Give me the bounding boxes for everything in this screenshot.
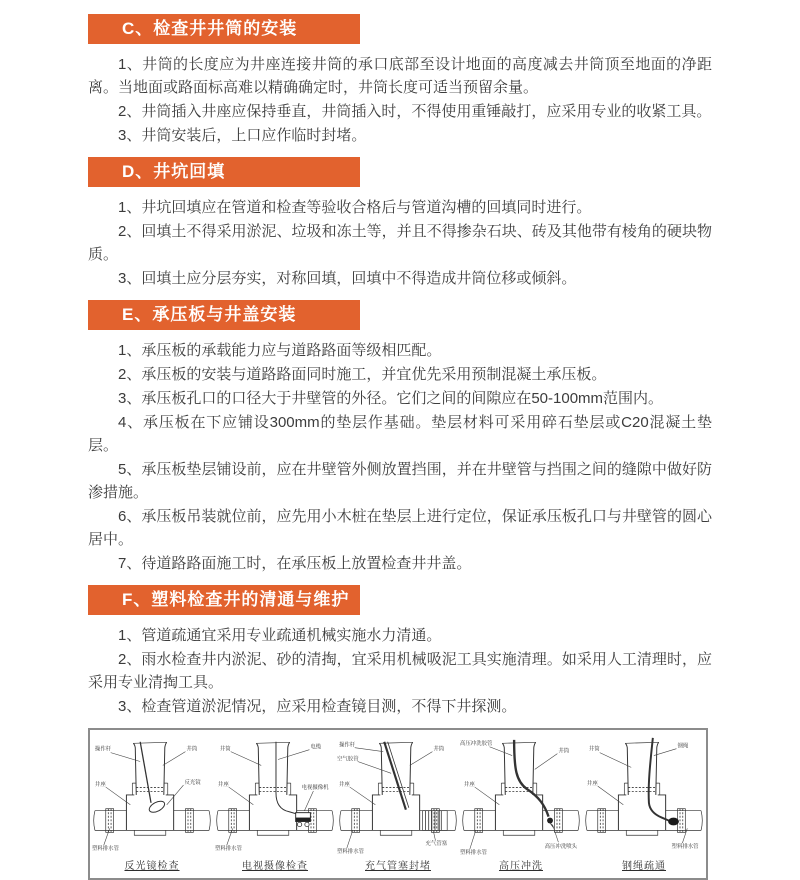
diagram-label: 塑料排水管 — [214, 846, 243, 853]
section-heading: D、井坑回填 — [88, 157, 360, 187]
diagram-label: 井座 — [586, 781, 598, 788]
diagram-caption: 高压冲洗 — [499, 861, 543, 872]
diagram-label: 电缆 — [310, 744, 322, 751]
sections — [88, 14, 712, 718]
paragraph: 2、雨水检查井内淤泥、砂的清掏，宜采用机械吸泥工具实施清理。如采用人工清理时，应采用专业清掏工具。 — [88, 651, 712, 691]
paragraph: 3、承压板孔口的口径大于井壁管的外径。它们之间的间隙应在50-100mm范围内。 — [118, 390, 664, 407]
section — [88, 157, 712, 290]
well-diagram — [214, 726, 336, 872]
paragraph: 1、管道疏通宜采用专业疏通机械实施水力清通。 — [118, 627, 442, 644]
paragraph: 2、承压板的安装与道路路面同时施工，并宜优先采用预制混凝土承压板。 — [118, 366, 607, 383]
section-heading: C、检查井井筒的安装 — [88, 14, 360, 44]
paragraph: 7、待道路路面施工时，在承压板上放置检查井井盖。 — [118, 555, 472, 572]
section-heading: E、承压板与井盖安装 — [88, 300, 360, 330]
well-diagram-drawing — [460, 726, 582, 856]
diagram-canvas — [214, 726, 336, 856]
paragraph: 4、承压板在下应铺设300mm的垫层作基础。垫层材料可采用碎石垫层或C20混凝土垫层。 — [88, 414, 712, 454]
well-diagram-drawing — [337, 726, 459, 856]
diagram-caption: 反光镜检查 — [124, 861, 180, 872]
section — [88, 14, 712, 147]
diagram-label: 塑料排水管 — [337, 848, 365, 855]
well-diagram-drawing — [214, 726, 336, 856]
well-diagram — [583, 726, 705, 872]
diagram-label: 塑料排水管 — [460, 849, 488, 856]
section-paragraphs — [88, 53, 712, 147]
section — [88, 585, 712, 718]
section — [88, 300, 712, 575]
paragraph: 1、井筒的长度应为井座连接井筒的承口底部至设计地面的高度减去井筒顶至地面的净距离。当地面或路面标高难以精确确定时，井筒长度可适当预留余量。 — [88, 56, 712, 96]
paragraph: 3、检查管道淤泥情况，应采用检查镜目测，不得下井探测。 — [118, 698, 517, 715]
paragraph: 6、承压板吊装就位前，应先用小木桩在垫层上进行定位，保证承压板孔口与井壁管的圆心居中。 — [88, 508, 712, 548]
diagram-label: 充气管塞 — [425, 841, 448, 848]
diagram-label: 空气胶管 — [337, 756, 359, 763]
diagram-label: 井座 — [217, 782, 229, 789]
diagram-label: 井座 — [463, 782, 475, 789]
paragraph: 2、回填土不得采用淤泥、垃圾和冻土等，并且不得掺杂石块、砖及其他带有棱角的硬块物质。 — [88, 223, 712, 263]
diagram-label: 井座 — [94, 782, 106, 789]
diagram-label: 高压冲洗胶管 — [460, 740, 493, 747]
diagram-caption: 充气管塞封堵 — [365, 861, 431, 872]
section-paragraphs — [88, 624, 712, 718]
diagram-caption: 电视摄像检查 — [242, 861, 308, 872]
paragraph: 1、井坑回填应在管道和检查等验收合格后与管道沟槽的回填同时进行。 — [118, 199, 592, 216]
diagram-caption: 钢绳疏通 — [622, 861, 666, 872]
diagram-canvas — [91, 726, 213, 856]
well-diagram-drawing — [91, 726, 213, 856]
diagram-label: 高压冲洗喷头 — [544, 844, 578, 851]
section-paragraphs — [88, 196, 712, 290]
paragraph: 2、井筒插入井座应保持垂直，井筒插入时，不得使用重锤敲打，应采用专业的收紧工具。 — [118, 103, 712, 120]
diagram-canvas — [337, 726, 459, 856]
diagram-label: 井筒 — [558, 748, 570, 755]
diagram-label: 操作杆 — [338, 742, 356, 749]
paragraph: 3、井筒安装后，上口应作临时封堵。 — [118, 127, 367, 144]
diagram-label: 电视摄像机 — [301, 785, 329, 792]
diagram-label: 反光镜 — [184, 780, 201, 787]
diagram-label: 井筒 — [186, 746, 198, 753]
diagram-canvas — [460, 726, 582, 856]
well-diagram-drawing — [583, 726, 705, 856]
diagram-label: 井筒 — [219, 746, 231, 753]
paragraph: 5、承压板垫层铺设前，应在井壁管外侧放置挡围，并在井壁管与挡围之间的缝隙中做好防渗措施。 — [88, 461, 712, 501]
diagram-label: 井座 — [338, 782, 350, 789]
paragraph: 1、承压板的承载能力应与道路路面等级相匹配。 — [118, 342, 442, 359]
well-diagram — [460, 726, 582, 872]
paragraph: 3、回填土应分层夯实，对称回填，回填中不得造成井筒位移或倾斜。 — [118, 270, 577, 287]
diagram-label: 塑料排水管 — [91, 846, 120, 853]
diagram-label: 井筒 — [433, 746, 445, 753]
figure-box — [88, 728, 708, 880]
diagram-label: 钢绳 — [677, 743, 689, 750]
well-diagram — [91, 726, 213, 872]
section-heading: F、塑料检查井的清通与维护 — [88, 585, 360, 615]
diagram-canvas — [583, 726, 705, 856]
diagram-label: 井筒 — [588, 746, 600, 753]
section-paragraphs — [88, 339, 712, 575]
diagram-label: 塑料排水管 — [671, 844, 699, 851]
diagram-label: 操作杆 — [94, 746, 112, 753]
well-diagram — [337, 726, 459, 872]
